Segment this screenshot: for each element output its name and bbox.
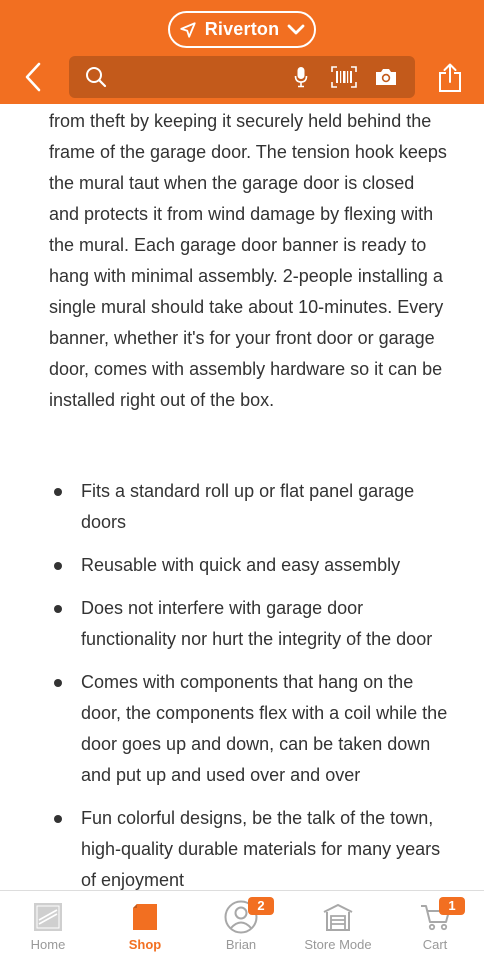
tab-shop[interactable]: Shop [105,891,185,960]
bullet-dot [54,488,62,496]
list-item: Fun colorful designs, be the talk of the town, high-quality durable materials for many years of enjoyment [0,803,484,890]
list-item: Does not interfere with garage door functionality nor hurt the integrity of the door [0,593,484,655]
description-paragraph: from theft by keeping it securely held behind the frame of the garage door. The tension hook keeps the mural taut when the garage door is closed and protects it from wind damage by flexing with the mural. Each garage door banner is ready to hang with minimal assembly. 2-people installing a single mural should take about 10-minutes. Every banner, whether it's for your front door or garage door, comes with assembly hardware so it can be installed right out of the box. [49,111,447,410]
list-item: Fits a standard roll up or flat panel garage doors [0,476,484,538]
cart-icon [419,898,456,935]
back-chevron-icon [24,62,42,92]
search-icon [83,56,109,98]
microphone-icon[interactable] [291,56,311,98]
bullet-dot [54,562,62,570]
tab-store-mode[interactable]: Store Mode [293,891,383,960]
bullet-dot [54,815,62,823]
search-input[interactable] [115,56,315,98]
app-header [0,0,484,104]
product-description [0,104,484,890]
store-icon [321,899,355,935]
shop-tag-icon [131,899,159,935]
camera-icon[interactable] [373,56,399,98]
back-button[interactable] [18,60,48,94]
share-icon [438,63,462,93]
share-button[interactable] [434,60,466,96]
cart-count-badge: 1 [439,897,465,915]
search-bar[interactable] [69,56,415,98]
notification-badge: 2 [248,897,274,915]
list-item: Comes with components that hang on the door, the components flex with a coil while the door goes up and down, can be taken down and put up and used over and over [0,667,484,791]
store-name: Riverton [204,19,280,39]
feature-list [0,476,484,890]
store-selector-button[interactable] [168,11,316,48]
home-depot-logo-icon [33,899,63,935]
bullet-dot [54,679,62,687]
tab-cart[interactable]: 1 Cart [395,891,475,960]
bottom-tab-bar [0,890,484,960]
tab-home[interactable]: Home [8,891,88,960]
user-avatar-icon [224,898,265,935]
location-arrow-icon [179,21,197,39]
barcode-icon[interactable] [331,56,357,98]
bullet-dot [54,605,62,613]
chevron-down-icon [287,23,305,37]
tab-account[interactable]: 2 Brian [201,891,281,960]
list-item: Reusable with quick and easy assembly [0,550,484,581]
